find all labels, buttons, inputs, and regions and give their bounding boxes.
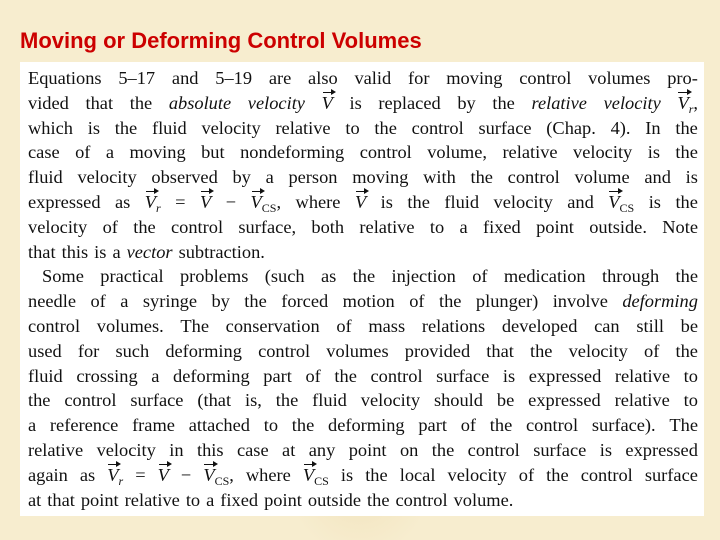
word: volumes bbox=[326, 340, 389, 361]
word: a bbox=[206, 489, 215, 510]
word: as bbox=[79, 464, 96, 485]
word: at bbox=[282, 439, 296, 460]
word: of bbox=[336, 315, 352, 336]
word: relative bbox=[614, 390, 670, 411]
word: to bbox=[263, 415, 279, 436]
word: relations bbox=[421, 315, 486, 336]
word: can bbox=[594, 315, 620, 336]
word: medication bbox=[503, 266, 586, 287]
word: which bbox=[28, 117, 73, 138]
word: of bbox=[102, 216, 118, 237]
vector-letter: V bbox=[608, 190, 619, 215]
word: be bbox=[680, 315, 698, 336]
word: be bbox=[496, 390, 515, 411]
word: to bbox=[429, 216, 445, 237]
word: control bbox=[258, 340, 311, 361]
vector-subscript: CS bbox=[619, 200, 635, 215]
word: of bbox=[90, 291, 106, 312]
vector-letter: V bbox=[251, 190, 262, 215]
word: of bbox=[518, 464, 535, 485]
word: the bbox=[530, 340, 553, 361]
vector-subscript: CS bbox=[261, 200, 277, 215]
word: the bbox=[492, 92, 515, 113]
word: at bbox=[28, 489, 42, 510]
vector-subscript: CS bbox=[214, 473, 230, 488]
word: point bbox=[536, 216, 574, 237]
word: In bbox=[645, 117, 661, 138]
word: is bbox=[380, 191, 393, 212]
text-line bbox=[28, 339, 698, 364]
vector-letter: V bbox=[107, 463, 118, 488]
word: provided bbox=[404, 340, 471, 361]
word: the bbox=[114, 117, 138, 138]
word: control bbox=[580, 464, 633, 485]
vector-symbol bbox=[200, 190, 211, 215]
word: control bbox=[359, 142, 412, 163]
word: is bbox=[685, 167, 698, 188]
vector-symbol bbox=[251, 190, 282, 215]
word: where bbox=[245, 464, 291, 485]
word: part bbox=[263, 365, 292, 386]
word: part bbox=[418, 415, 447, 436]
word: fluid bbox=[444, 191, 480, 212]
word: fluid bbox=[28, 167, 63, 188]
text-line bbox=[28, 264, 698, 289]
word: of bbox=[409, 291, 425, 312]
text-line bbox=[28, 66, 698, 91]
word: velocity bbox=[573, 142, 633, 163]
word: the bbox=[675, 340, 698, 361]
word: such bbox=[115, 340, 150, 361]
word: control bbox=[170, 216, 224, 237]
word: a bbox=[459, 216, 468, 237]
vector-letter: V bbox=[677, 91, 688, 116]
word: through bbox=[601, 266, 660, 287]
word: by bbox=[232, 167, 251, 188]
word: the bbox=[244, 291, 267, 312]
word: fixed bbox=[482, 216, 521, 237]
vector-symbol bbox=[608, 190, 634, 215]
word: motion bbox=[342, 291, 395, 312]
word: to bbox=[683, 390, 698, 411]
word: the bbox=[275, 390, 299, 411]
word: of bbox=[75, 142, 91, 163]
word: needle bbox=[28, 291, 76, 312]
word: should bbox=[433, 390, 483, 411]
word: = bbox=[175, 191, 186, 212]
word: velocity bbox=[493, 191, 553, 212]
word: the bbox=[675, 117, 698, 138]
word: that bbox=[85, 92, 114, 113]
text-line bbox=[28, 413, 698, 438]
word: − bbox=[225, 191, 237, 212]
vector-letter: V bbox=[355, 190, 366, 215]
word: the bbox=[675, 266, 698, 287]
word: the bbox=[546, 464, 569, 485]
word: 5–19 bbox=[215, 68, 253, 88]
text-line bbox=[28, 463, 698, 488]
word: = bbox=[135, 464, 146, 485]
word: relative bbox=[359, 216, 415, 237]
word: attached bbox=[188, 415, 250, 436]
word: mass bbox=[368, 315, 406, 336]
word: is bbox=[340, 464, 354, 485]
word: reference bbox=[49, 415, 119, 436]
word: the bbox=[334, 365, 357, 386]
word: person bbox=[288, 167, 338, 188]
word: is bbox=[94, 241, 107, 262]
word: volume. bbox=[453, 489, 514, 510]
text-line bbox=[28, 91, 698, 116]
vector-letter: V bbox=[322, 91, 333, 116]
word: the bbox=[431, 439, 455, 460]
word: (Chap. bbox=[546, 117, 596, 138]
text-line bbox=[28, 388, 698, 413]
word: point bbox=[80, 489, 119, 510]
word: a bbox=[151, 365, 160, 386]
word: a bbox=[120, 291, 129, 312]
word: to bbox=[683, 365, 698, 386]
text-line bbox=[28, 488, 698, 513]
word: the bbox=[374, 117, 397, 138]
word: vided bbox=[28, 92, 69, 113]
text-line bbox=[28, 140, 698, 165]
word: relative bbox=[614, 365, 671, 386]
word: still bbox=[636, 315, 664, 336]
vector-symbol bbox=[303, 463, 329, 488]
word: expressed bbox=[528, 390, 601, 411]
word: of bbox=[644, 340, 660, 361]
word: is bbox=[349, 92, 362, 113]
word: this bbox=[61, 241, 89, 262]
word: the bbox=[291, 415, 315, 436]
vector-letter: V bbox=[203, 463, 214, 488]
word: observed bbox=[151, 167, 218, 188]
word: a bbox=[28, 415, 37, 436]
vector-subscript: r bbox=[688, 101, 694, 116]
word: The bbox=[180, 315, 209, 336]
text-line bbox=[28, 190, 698, 215]
italic-word: relative bbox=[531, 92, 587, 113]
vector-subscript: CS bbox=[314, 473, 329, 488]
word: used bbox=[28, 340, 62, 361]
vector-subscript: r bbox=[156, 200, 161, 215]
word: Some bbox=[42, 266, 84, 287]
word: Note bbox=[662, 216, 698, 237]
word: the bbox=[133, 216, 156, 237]
word: deforming bbox=[328, 415, 405, 436]
word: expressed bbox=[625, 439, 698, 460]
text-line bbox=[28, 364, 698, 389]
punctuation: , bbox=[693, 92, 698, 113]
word: of bbox=[460, 415, 477, 436]
word: surface bbox=[644, 464, 698, 485]
word: developed bbox=[501, 315, 578, 336]
word: velocity bbox=[568, 340, 628, 361]
text-line bbox=[28, 215, 698, 240]
word: surface). bbox=[591, 415, 656, 436]
paragraph-block bbox=[28, 66, 698, 512]
word: 5–17 bbox=[118, 68, 156, 88]
word: is bbox=[647, 142, 660, 163]
word: the bbox=[367, 489, 390, 510]
word: that bbox=[486, 340, 514, 361]
word: control bbox=[28, 315, 81, 336]
word: nondeforming bbox=[240, 142, 345, 163]
word: conservation bbox=[225, 315, 320, 336]
italic-word: velocity bbox=[603, 92, 661, 113]
word: plunger) bbox=[475, 291, 539, 312]
vector-letter: V bbox=[145, 190, 156, 215]
word: is bbox=[599, 439, 612, 460]
slide-title: Moving or Deforming Control Volumes bbox=[20, 28, 422, 53]
word: the bbox=[28, 390, 51, 411]
word: again bbox=[28, 464, 68, 485]
word: − bbox=[180, 464, 192, 485]
word: by bbox=[211, 291, 230, 312]
word: deforming bbox=[173, 365, 250, 386]
word: also bbox=[308, 68, 338, 88]
word: velocity bbox=[201, 117, 261, 138]
word: a bbox=[265, 167, 274, 188]
word: that bbox=[28, 241, 56, 262]
word: relative bbox=[502, 142, 558, 163]
word: as bbox=[114, 191, 131, 212]
word: the bbox=[365, 464, 388, 485]
word: fluid bbox=[312, 390, 347, 411]
vector-symbol bbox=[145, 190, 161, 215]
word: both bbox=[311, 216, 345, 237]
vector-letter: V bbox=[200, 190, 211, 215]
text-line bbox=[28, 314, 698, 339]
word: control bbox=[411, 117, 464, 138]
word: the bbox=[439, 291, 462, 312]
word: velocity bbox=[447, 464, 507, 485]
word: moving bbox=[352, 167, 409, 188]
word: the bbox=[675, 191, 698, 212]
word: control bbox=[467, 439, 520, 460]
word: outside bbox=[307, 489, 362, 510]
word: is bbox=[87, 117, 100, 138]
word: the bbox=[489, 415, 513, 436]
word: case bbox=[28, 142, 60, 163]
word: expressed bbox=[528, 365, 602, 386]
word: by bbox=[457, 92, 476, 113]
italic-word: absolute bbox=[168, 92, 232, 113]
word: the bbox=[470, 167, 493, 188]
word: but bbox=[201, 142, 225, 163]
word: frame bbox=[132, 415, 175, 436]
word: and bbox=[644, 167, 671, 188]
word: a bbox=[112, 241, 121, 262]
word: injection bbox=[391, 266, 456, 287]
word: forced bbox=[281, 291, 329, 312]
word: as bbox=[320, 266, 337, 287]
word: with bbox=[423, 167, 456, 188]
word: where bbox=[295, 191, 341, 212]
word: local bbox=[399, 464, 436, 485]
word: velocity bbox=[77, 167, 137, 188]
word: The bbox=[669, 415, 698, 436]
word: of bbox=[472, 266, 488, 287]
word: surface bbox=[533, 439, 587, 460]
word: outside. bbox=[589, 216, 647, 237]
word: this bbox=[196, 439, 224, 460]
word: valid bbox=[354, 68, 392, 88]
word: the bbox=[352, 266, 376, 287]
word: of bbox=[305, 365, 321, 386]
text-line bbox=[28, 240, 698, 265]
word: surface, bbox=[238, 216, 297, 237]
text-line bbox=[28, 116, 698, 141]
vector-subscript: r bbox=[118, 473, 124, 488]
word: control bbox=[519, 68, 572, 88]
vector-symbol bbox=[322, 91, 333, 116]
word: control bbox=[507, 167, 560, 188]
word: point bbox=[264, 489, 302, 510]
word: volumes bbox=[588, 68, 651, 88]
word: control bbox=[370, 365, 423, 386]
vector-symbol bbox=[203, 463, 234, 488]
word: (that bbox=[197, 390, 232, 411]
word: the bbox=[407, 191, 430, 212]
word: are bbox=[268, 68, 292, 88]
word: pro- bbox=[667, 68, 698, 88]
italic-word: velocity bbox=[247, 92, 305, 113]
word: (such bbox=[264, 266, 305, 287]
vector-symbol bbox=[677, 91, 698, 116]
word: on bbox=[399, 439, 419, 460]
word: and bbox=[171, 68, 199, 88]
text-line bbox=[28, 438, 698, 463]
word: moving bbox=[446, 68, 503, 88]
word: in bbox=[169, 439, 184, 460]
word: Equations bbox=[28, 68, 102, 88]
word: velocity bbox=[360, 390, 421, 411]
word: to bbox=[345, 117, 360, 138]
word: syringe bbox=[142, 291, 197, 312]
word: moving bbox=[129, 142, 186, 163]
word: a bbox=[105, 142, 115, 163]
word: volume, bbox=[427, 142, 487, 163]
word: involve bbox=[552, 291, 608, 312]
word: volumes. bbox=[96, 315, 164, 336]
word: deforming bbox=[165, 340, 242, 361]
punctuation: , bbox=[276, 191, 282, 212]
word: relative bbox=[124, 489, 180, 510]
word: the bbox=[129, 92, 153, 113]
text-line bbox=[28, 289, 698, 314]
word: any bbox=[308, 439, 336, 460]
vector-letter: V bbox=[303, 463, 314, 488]
word: surface bbox=[130, 390, 184, 411]
word: is, bbox=[244, 390, 262, 411]
word: replaced bbox=[378, 92, 441, 113]
word: the bbox=[675, 142, 698, 163]
word: subtraction. bbox=[178, 241, 265, 262]
word: fluid bbox=[28, 365, 63, 386]
word: crossing bbox=[76, 365, 138, 386]
vector-symbol bbox=[158, 463, 169, 488]
word: control bbox=[526, 415, 579, 436]
word: fixed bbox=[220, 489, 259, 510]
word: volume bbox=[574, 167, 630, 188]
word: control bbox=[64, 390, 117, 411]
word: relative bbox=[28, 439, 84, 460]
word: surface bbox=[478, 117, 532, 138]
word: for bbox=[408, 68, 430, 88]
word: control bbox=[395, 489, 448, 510]
word: and bbox=[567, 191, 594, 212]
text-line bbox=[28, 165, 698, 190]
word: is bbox=[648, 191, 661, 212]
word: for bbox=[77, 340, 100, 361]
italic-word: deforming bbox=[622, 291, 698, 312]
word: fluid bbox=[151, 117, 187, 138]
word: velocity bbox=[96, 439, 156, 460]
vector-symbol bbox=[355, 190, 366, 215]
word: that bbox=[47, 489, 75, 510]
word: problems bbox=[179, 266, 249, 287]
word: is bbox=[502, 365, 516, 386]
word: practical bbox=[100, 266, 164, 287]
vector-symbol bbox=[107, 463, 123, 488]
punctuation: , bbox=[229, 464, 234, 485]
word: point bbox=[348, 439, 387, 460]
textbook-excerpt bbox=[20, 62, 704, 516]
word: expressed bbox=[28, 191, 101, 212]
word: relative bbox=[275, 117, 331, 138]
word: velocity bbox=[28, 216, 88, 237]
word: surface bbox=[436, 365, 490, 386]
italic-word: vector bbox=[126, 241, 173, 262]
word: case bbox=[236, 439, 269, 460]
vector-letter: V bbox=[158, 463, 169, 488]
word: 4). bbox=[610, 117, 631, 138]
word: to bbox=[185, 489, 201, 510]
